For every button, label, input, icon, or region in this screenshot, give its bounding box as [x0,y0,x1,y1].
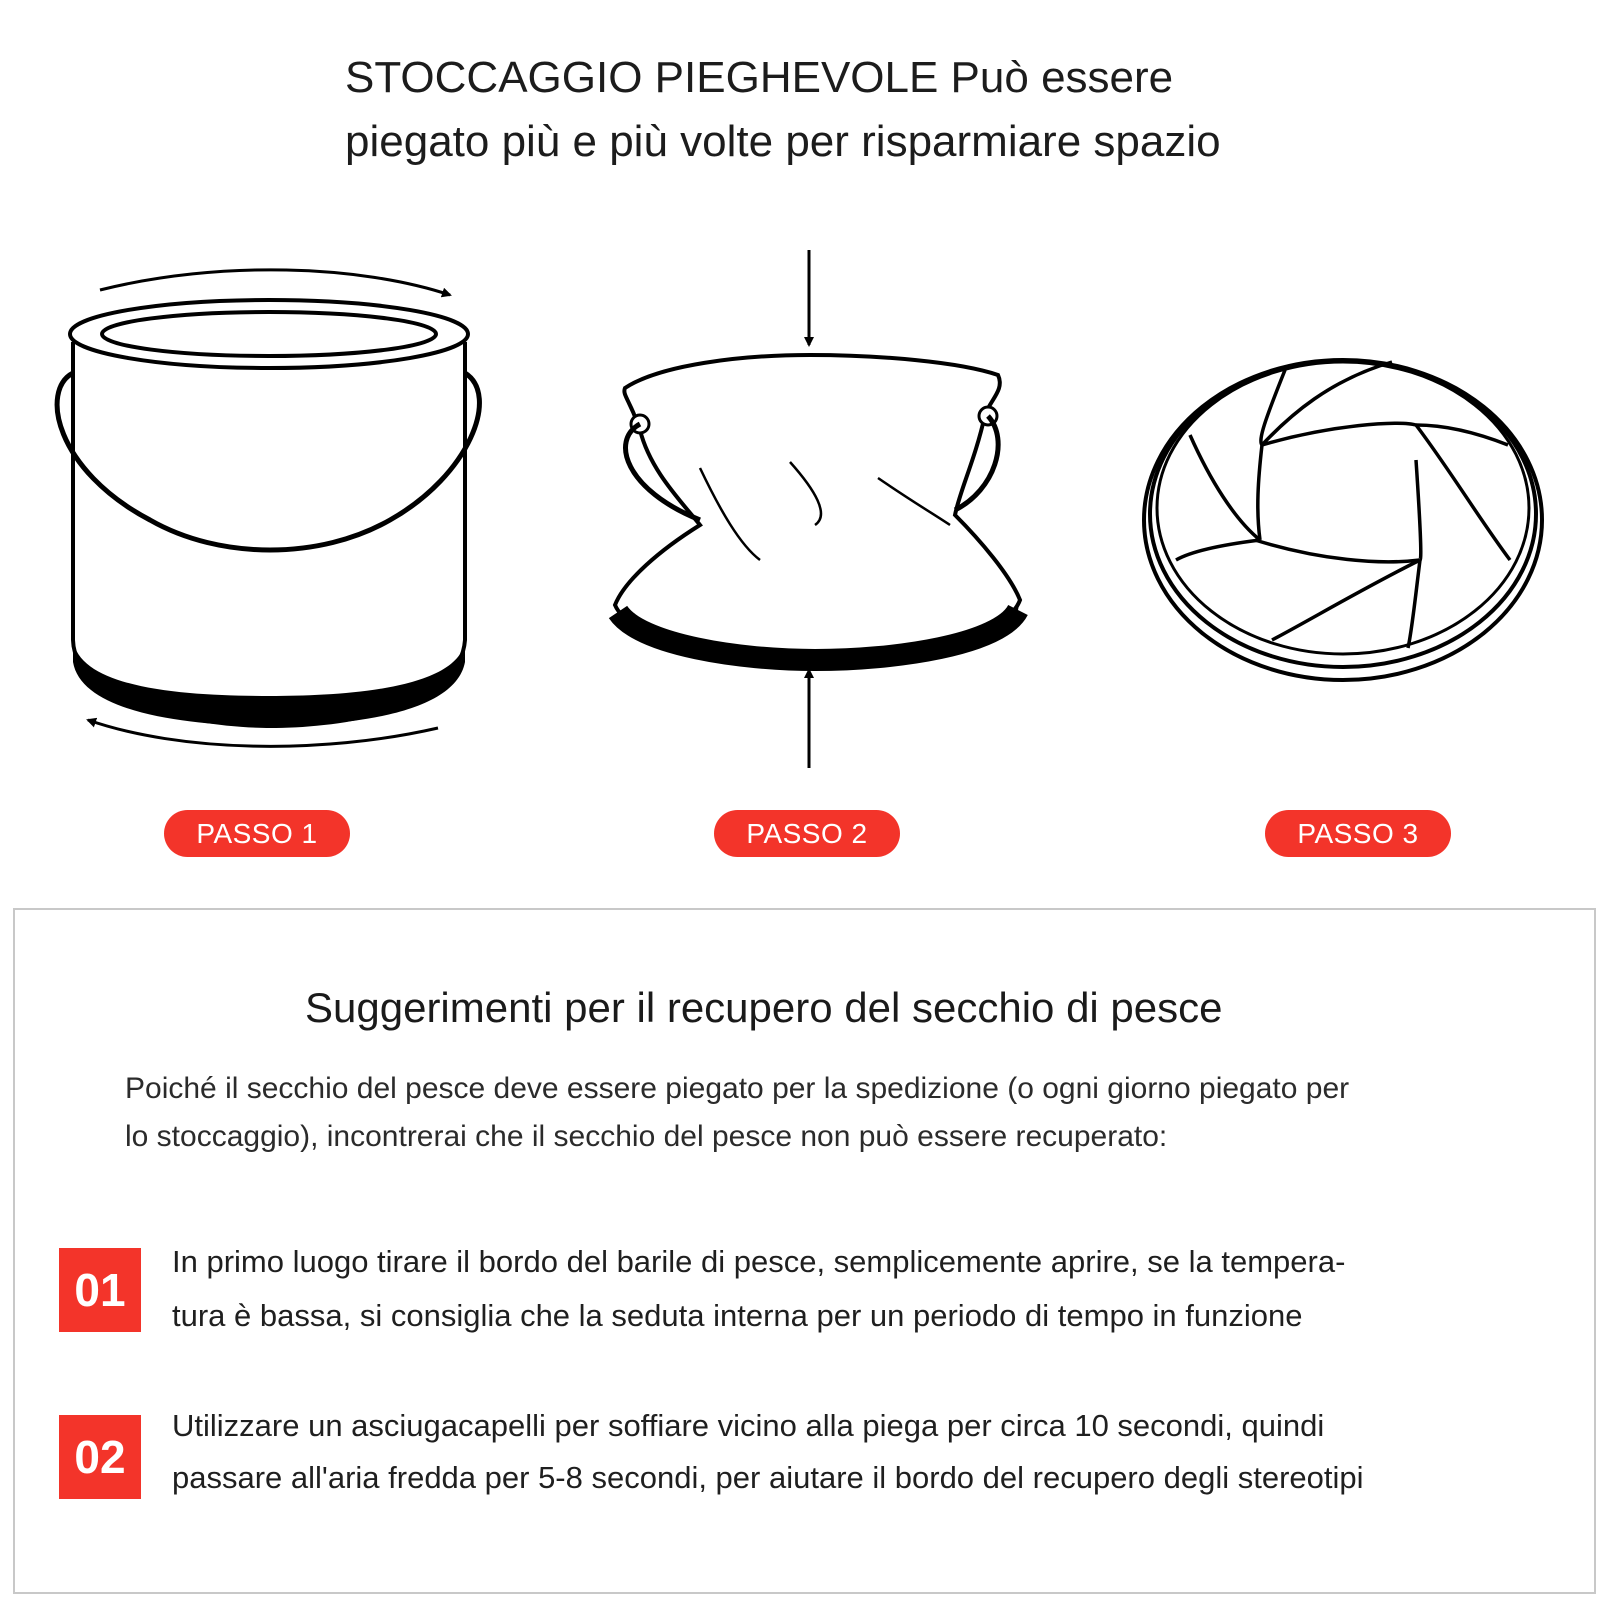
step-1-badge: PASSO 1 [164,810,350,857]
folded-bucket-icon [1144,360,1542,680]
recovery-tips-panel [13,908,1596,1594]
step-2-badge: PASSO 2 [714,810,900,857]
tip-2-line-2: passare all'aria fredda per 5-8 secondi, per aiutare il bordo del recupero degli stereotipi [172,1460,1364,1495]
tip-item-1 [172,1235,1572,1343]
title-line-1: STOCCAGGIO PIEGHEVOLE Può essere [345,53,1174,102]
tip-1-line-2: tura è bassa, si consiglia che la seduta interna per un periodo di tempo in funzione [172,1298,1303,1333]
tip-1-line-1: In primo luogo tirare il bordo del barile di pesce, semplicemente aprire, se la tempera- [172,1244,1346,1279]
tips-intro-line-2: lo stoccaggio), incontrerai che il secchio del pesce non può essere recuperato: [125,1120,1168,1153]
tip-2-line-1: Utilizzare un asciugacapelli per soffiare vicino alla piega per circa 10 secondi, quindi [172,1408,1325,1443]
bucket-icon [57,270,479,746]
tips-title: Suggerimenti per il recupero del secchio di pesce [305,984,1223,1031]
page-title [345,46,1345,174]
title-line-2: piegato più e più volte per risparmiare spazio [345,117,1221,166]
folding-steps-illustration [0,220,1601,780]
tips-intro-line-1: Poiché il secchio del pesce deve essere piegato per la spedizione (o ogni giorno piegato per [125,1072,1350,1105]
tips-intro [125,1065,1465,1161]
compressed-bucket-icon [615,250,1020,768]
step-3-badge: PASSO 3 [1265,810,1451,857]
tip-number-badge: 02 [59,1415,141,1499]
tip-item-2 [172,1400,1572,1504]
tip-number-badge: 01 [59,1248,141,1332]
